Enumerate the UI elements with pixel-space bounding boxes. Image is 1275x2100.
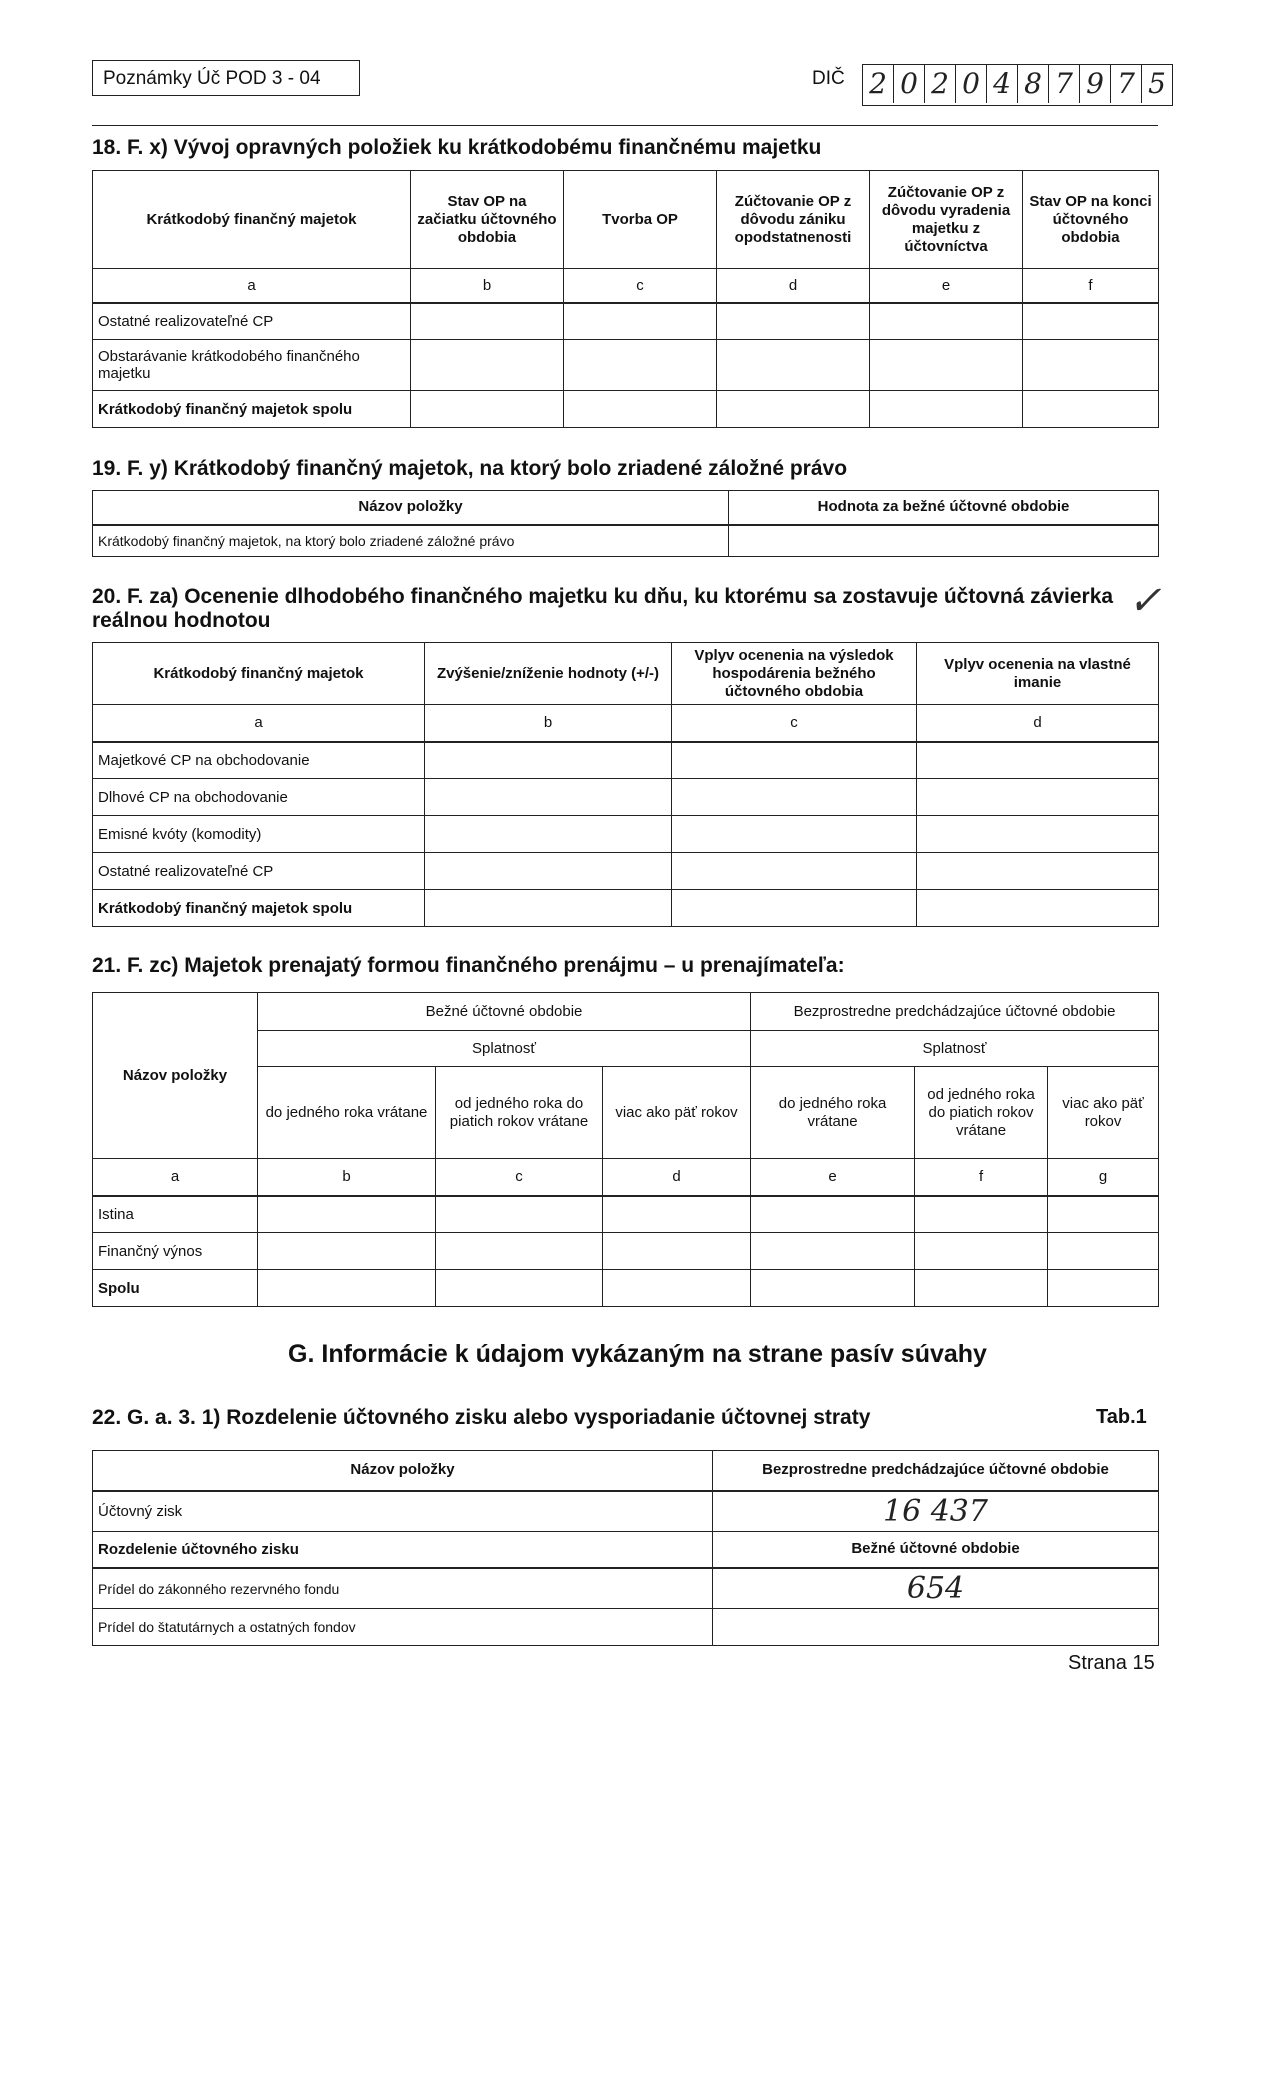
check-mark: ✓: [1128, 578, 1162, 624]
col-letter: c: [564, 269, 717, 303]
table-row: [93, 816, 1159, 853]
dic-digit: 7: [1049, 65, 1080, 103]
section-g-title: G. Informácie k údajom vykázaným na strane pasív súvahy: [288, 1340, 987, 1368]
col-header: Tvorba OP: [564, 171, 717, 269]
col-header: Názov položky: [93, 491, 729, 525]
row-label: Prídel do štatutárnych a ostatných fondov: [93, 1609, 713, 1646]
table-row: [93, 1609, 1159, 1646]
row-label: Istina: [93, 1196, 258, 1233]
table-row: [93, 853, 1159, 890]
col-letter: d: [717, 269, 870, 303]
col-header: do jedného roka vrátane: [751, 1067, 915, 1159]
row-label: Krátkodobý finančný majetok spolu: [93, 391, 411, 428]
period-current-header: Bežné účtovné obdobie: [258, 993, 751, 1031]
dic-digit: 4: [987, 65, 1018, 103]
table-row: [93, 1531, 1159, 1568]
table-row: [93, 1270, 1159, 1307]
row-label: Účtovný zisk: [93, 1491, 713, 1532]
section-21-title: 21. F. zc) Majetok prenajatý formou finančného prenájmu – u prenajímateľa:: [92, 954, 845, 977]
col-header: Bezprostredne predchádzajúce účtovné obdobie: [713, 1451, 1159, 1491]
col-letter: f: [1023, 269, 1159, 303]
col-header: Krátkodobý finančný majetok: [93, 171, 411, 269]
dic-digit: 2: [863, 65, 894, 103]
col-header: od jedného roka do piatich rokov vrátane: [436, 1067, 603, 1159]
col-header: Zvýšenie/zníženie hodnoty (+/-): [425, 643, 672, 705]
col-header: do jedného roka vrátane: [258, 1067, 436, 1159]
row-label: Obstarávanie krátkodobého finančného majetku: [93, 340, 411, 391]
section-20-title-cont: reálnou hodnotou: [92, 609, 271, 632]
page-number: Strana 15: [1068, 1652, 1155, 1674]
form-code-box: Poznámky Úč POD 3 - 04: [92, 60, 360, 96]
row-label: Finančný výnos: [93, 1233, 258, 1270]
table-19: [92, 490, 1159, 557]
table-row: [93, 525, 1159, 557]
dic-digit: 7: [1111, 65, 1142, 103]
col-header: Krátkodobý finančný majetok: [93, 643, 425, 705]
table-row: [93, 1196, 1159, 1233]
col-header: Vplyv ocenenia na vlastné imanie: [917, 643, 1159, 705]
col-letter: e: [751, 1159, 915, 1196]
row-label: Ostatné realizovateľné CP: [93, 853, 425, 890]
col-letter: d: [603, 1159, 751, 1196]
table-row: [93, 391, 1159, 428]
row-label: Krátkodobý finančný majetok, na ktorý bolo zriadené záložné právo: [93, 525, 729, 557]
col-letter: g: [1048, 1159, 1159, 1196]
row-label: Rozdelenie účtovného zisku: [93, 1531, 713, 1568]
col-header: od jedného roka do piatich rokov vrátane: [915, 1067, 1048, 1159]
section-22-title: 22. G. a. 3. 1) Rozdelenie účtovného zisku alebo vysporiadanie účtovnej straty: [92, 1406, 871, 1429]
col-header: Stav OP na konci účtovného obdobia: [1023, 171, 1159, 269]
col-letter: a: [93, 705, 425, 742]
period-previous-header: Bezprostredne predchádzajúce účtovné obdobie: [751, 993, 1159, 1031]
table-row: [93, 1233, 1159, 1270]
table-20: [92, 642, 1159, 927]
section-20-title: 20. F. za) Ocenenie dlhodobého finančného majetku ku dňu, ku ktorému sa zostavuje účtovná závierka: [92, 585, 1114, 608]
section-18-title: 18. F. x) Vývoj opravných položiek ku krátkodobému finančnému majetku: [92, 136, 822, 159]
maturity-header: Splatnosť: [258, 1031, 751, 1067]
row-label: Emisné kvóty (komodity): [93, 816, 425, 853]
col-header: Vplyv ocenenia na výsledok hospodárenia bežného účtovného obdobia: [672, 643, 917, 705]
row-label: Krátkodobý finančný majetok spolu: [93, 890, 425, 927]
table-22: [92, 1450, 1159, 1646]
header-divider: [92, 125, 1158, 126]
row-label: Prídel do zákonného rezervného fondu: [93, 1568, 713, 1609]
col-letter: f: [915, 1159, 1048, 1196]
row-label: Ostatné realizovateľné CP: [93, 303, 411, 340]
col-header: Zúčtovanie OP z dôvodu vyradenia majetku z účtovníctva: [870, 171, 1023, 269]
row-label: Majetkové CP na obchodovanie: [93, 742, 425, 779]
section-19-title: 19. F. y) Krátkodobý finančný majetok, na ktorý bolo zriadené záložné právo: [92, 457, 848, 480]
dic-digit: 9: [1080, 65, 1111, 103]
col-header: Názov položky: [93, 1451, 713, 1491]
col-header: viac ako päť rokov: [603, 1067, 751, 1159]
dic-label: DIČ: [812, 68, 845, 89]
table-row: [93, 742, 1159, 779]
maturity-header: Splatnosť: [751, 1031, 1159, 1067]
col-header: Zúčtovanie OP z dôvodu zániku opodstatnenosti: [717, 171, 870, 269]
dic-digit: 0: [956, 65, 987, 103]
col-letter: c: [672, 705, 917, 742]
dic-digit: 0: [894, 65, 925, 103]
col-letter: b: [425, 705, 672, 742]
col-header: Hodnota za bežné účtovné obdobie: [729, 491, 1159, 525]
dic-digit: 2: [925, 65, 956, 103]
row-label: Spolu: [93, 1270, 258, 1307]
table-row: [93, 890, 1159, 927]
dic-digit: 8: [1018, 65, 1049, 103]
col-letter: b: [258, 1159, 436, 1196]
table-row: [93, 340, 1159, 391]
table-row: [93, 779, 1159, 816]
col-header: Stav OP na začiatku účtovného obdobia: [411, 171, 564, 269]
col-letter: b: [411, 269, 564, 303]
tab-label: Tab.1: [1096, 1406, 1147, 1428]
profit-value: 16 437: [713, 1491, 1159, 1532]
table-18: [92, 170, 1159, 428]
col-letter: d: [917, 705, 1159, 742]
dic-digit: 5: [1148, 67, 1166, 100]
col-header: viac ako päť rokov: [1048, 1067, 1159, 1159]
col-header: Názov položky: [93, 993, 258, 1159]
table-row: [93, 303, 1159, 340]
col-letter: a: [93, 1159, 258, 1196]
col-letter: a: [93, 269, 411, 303]
col-letter: e: [870, 269, 1023, 303]
row-label: Dlhové CP na obchodovanie: [93, 779, 425, 816]
reserve-value: 654: [713, 1568, 1159, 1609]
dic-digit-boxes: [862, 64, 1173, 106]
col-letter: c: [436, 1159, 603, 1196]
table-row: [93, 1568, 1159, 1609]
current-period-header: Bežné účtovné obdobie: [713, 1531, 1159, 1568]
table-21: [92, 992, 1159, 1307]
table-row: [93, 1491, 1159, 1532]
